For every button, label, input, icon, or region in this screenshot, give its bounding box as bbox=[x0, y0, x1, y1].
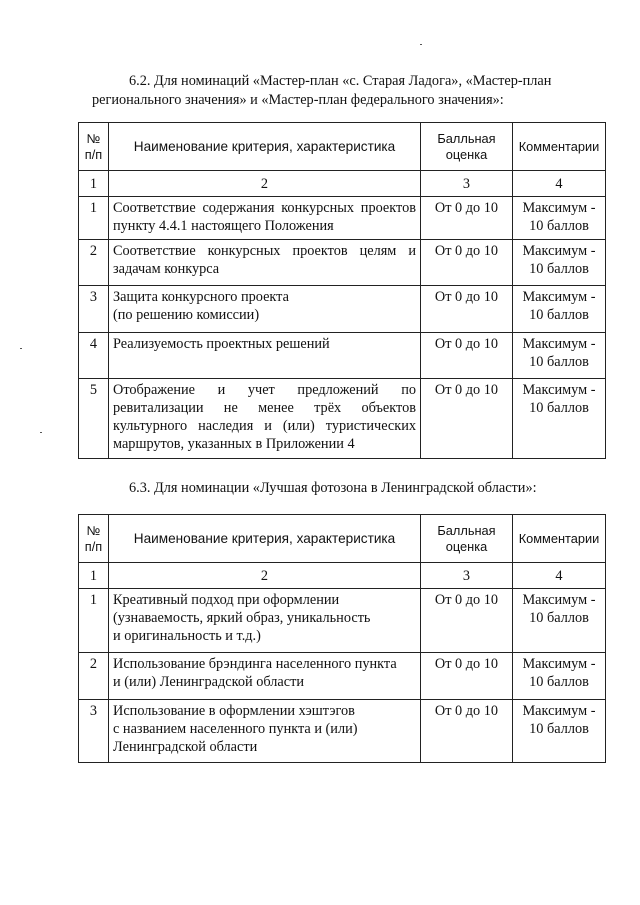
row-score: От 0 до 10 bbox=[421, 240, 513, 286]
row-criterion bbox=[109, 653, 421, 700]
table-row bbox=[79, 700, 606, 763]
section-6-2-intro bbox=[92, 72, 582, 110]
header-num: № п/п bbox=[79, 123, 109, 171]
row-num: 4 bbox=[79, 333, 109, 379]
row-comment: Максимум - 10 баллов bbox=[513, 700, 606, 763]
row-comment: Максимум - 10 баллов bbox=[513, 197, 606, 240]
row-criterion: Соответствие содержания конкурсных проектов пункту 4.4.1 настоящего Положения bbox=[109, 197, 421, 240]
table-row bbox=[79, 333, 606, 379]
row-comment: Максимум - 10 баллов bbox=[513, 653, 606, 700]
row-criterion bbox=[109, 589, 421, 653]
row-comment: Максимум - 10 баллов bbox=[513, 333, 606, 379]
header-criterion: Наименование критерия, характеристика bbox=[109, 123, 421, 171]
row-criterion-line: (по решению комиссии) bbox=[113, 307, 260, 323]
row-criterion-line: (узнаваемость, яркий образ, уникальность bbox=[113, 610, 371, 626]
header-comment: Комментарии bbox=[513, 123, 606, 171]
index-cell: 4 bbox=[513, 171, 606, 197]
criteria-table-6-2 bbox=[78, 122, 606, 459]
row-score: От 0 до 10 bbox=[421, 197, 513, 240]
criteria-table-6-3 bbox=[78, 514, 606, 763]
row-criterion-line: с названием населенного пункта и (или) bbox=[113, 721, 358, 737]
row-criterion bbox=[109, 700, 421, 763]
header-num: № п/п bbox=[79, 515, 109, 563]
index-cell: 3 bbox=[421, 171, 513, 197]
index-cell: 1 bbox=[79, 563, 109, 589]
row-num: 1 bbox=[79, 197, 109, 240]
header-score: Балльная оценка bbox=[421, 123, 513, 171]
section-6-3-intro: 6.3. Для номинации «Лучшая фотозона в Ленинградской области»: bbox=[129, 480, 537, 496]
scan-speck bbox=[420, 44, 422, 45]
row-criterion-line: и (или) Ленинградской области bbox=[113, 674, 305, 690]
index-cell: 3 bbox=[421, 563, 513, 589]
row-criterion-line: Использование в оформлении хэштэгов bbox=[113, 703, 355, 719]
table-row bbox=[79, 653, 606, 700]
header-criterion: Наименование критерия, характеристика bbox=[109, 515, 421, 563]
row-comment: Максимум - 10 баллов bbox=[513, 240, 606, 286]
row-comment: Максимум - 10 баллов bbox=[513, 286, 606, 333]
row-criterion: Соответствие конкурсных проектов целям и задачам конкурса bbox=[109, 240, 421, 286]
row-comment: Максимум - 10 баллов bbox=[513, 589, 606, 653]
row-criterion: Отображение и учет предложений по ревитализации не менее трёх объектов культурного наследия и (или) туристических маршрутов, указанных в Приложении 4 bbox=[109, 379, 421, 459]
row-criterion-line: и оригинальность и т.д.) bbox=[113, 628, 261, 644]
row-criterion-line: Креативный подход при оформлении bbox=[113, 592, 340, 608]
table-row bbox=[79, 379, 606, 459]
table-row bbox=[79, 240, 606, 286]
table-header-row bbox=[79, 123, 606, 171]
row-score: От 0 до 10 bbox=[421, 653, 513, 700]
table-row bbox=[79, 197, 606, 240]
scan-speck bbox=[20, 348, 22, 349]
scan-speck bbox=[40, 432, 42, 433]
row-criterion-line: Использование брэндинга населенного пункта bbox=[113, 656, 397, 672]
row-num: 3 bbox=[79, 700, 109, 763]
row-score: От 0 до 10 bbox=[421, 379, 513, 459]
row-num: 5 bbox=[79, 379, 109, 459]
index-cell: 1 bbox=[79, 171, 109, 197]
table-row bbox=[79, 286, 606, 333]
table-header-row bbox=[79, 515, 606, 563]
index-cell: 4 bbox=[513, 563, 606, 589]
row-criterion: Реализуемость проектных решений bbox=[109, 333, 421, 379]
row-score: От 0 до 10 bbox=[421, 286, 513, 333]
table-index-row bbox=[79, 563, 606, 589]
table-index-row bbox=[79, 171, 606, 197]
index-cell: 2 bbox=[109, 171, 421, 197]
index-cell: 2 bbox=[109, 563, 421, 589]
row-score: От 0 до 10 bbox=[421, 700, 513, 763]
row-num: 1 bbox=[79, 589, 109, 653]
row-num: 2 bbox=[79, 653, 109, 700]
row-criterion-line: Ленинградской области bbox=[113, 739, 258, 755]
row-comment: Максимум - 10 баллов bbox=[513, 379, 606, 459]
section-6-2-line1: 6.2. Для номинаций «Мастер-план «с. Старая Ладога», «Мастер-план bbox=[129, 73, 552, 89]
header-comment: Комментарии bbox=[513, 515, 606, 563]
row-criterion-line: Защита конкурсного проекта bbox=[113, 289, 289, 305]
header-score: Балльная оценка bbox=[421, 515, 513, 563]
row-num: 2 bbox=[79, 240, 109, 286]
row-score: От 0 до 10 bbox=[421, 333, 513, 379]
row-score: От 0 до 10 bbox=[421, 589, 513, 653]
section-6-2-line2: регионального значения» и «Мастер-план федерального значения»: bbox=[92, 92, 504, 108]
row-num: 3 bbox=[79, 286, 109, 333]
table-row bbox=[79, 589, 606, 653]
row-criterion bbox=[109, 286, 421, 333]
